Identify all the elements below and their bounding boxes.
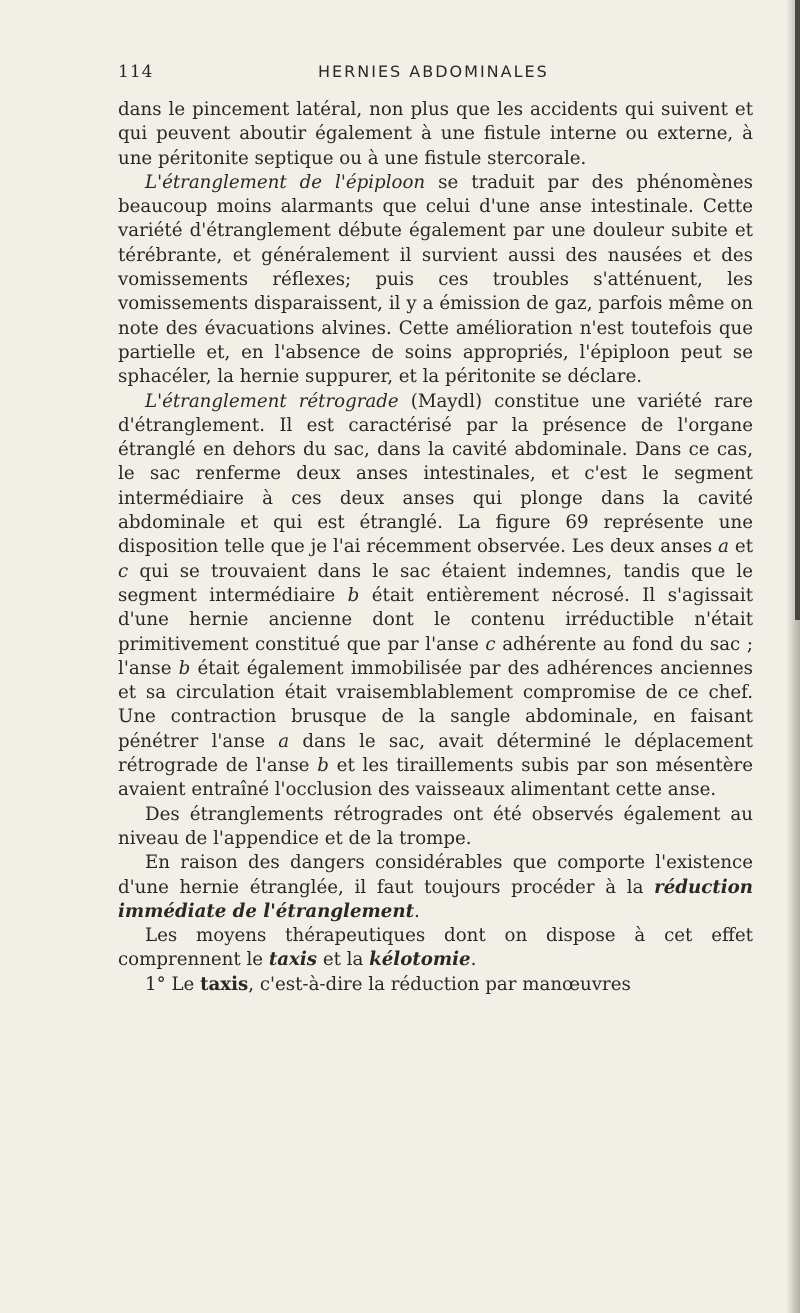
running-title: HERNIES ABDOMINALES [318,62,549,81]
paragraph-2 [118,171,753,390]
paragraph-3 [118,390,753,803]
paragraph-5-end: . [413,900,420,922]
paragraph-6-mid: et la [317,949,370,971]
paragraph-7-number: 1° [145,973,166,995]
letter-b: b [317,755,329,777]
term-epiploon: L'étranglement de l'épiploon [145,171,426,193]
paragraph-6-end: . [470,949,477,971]
page-number: 114 [118,62,154,82]
paragraph-3-text-4: était entièrement nécrosé. Il s'agissait d'une hernie ancienne dont le contenu irréductible n'était primitivement constitué que par l'anse [118,584,753,655]
letter-a: a [278,730,290,752]
paragraph-3-text-7: dans le sac, avait déterminé le déplacement rétrograde de l'anse [118,730,753,777]
paragraph-1: dans le pincement latéral, non plus que les accidents qui suivent et qui peuvent aboutir également à une fistule interne ou externe, à une péritonite septique ou à une fistule stercorale. [118,99,753,169]
paragraph-7-text: , c'est-à-dire la réduction par manœuvres [248,973,631,995]
paragraph-3-text-2: et [729,536,754,558]
paragraph-6 [118,924,753,973]
letter-b: b [178,657,191,679]
paragraph-3-text-5: adhérente au fond du sac ; l'anse [118,633,753,679]
letter-c: c [118,560,129,582]
term-taxis: taxis [268,949,318,971]
page-edge [795,0,800,620]
paragraph-3-text-8: et les tiraillements subis par son mésentère avaient entraîné l'occlusion des vaisseaux alimentant cette anse. [118,755,753,801]
paragraph-6-text: Les moyens thérapeutiques dont on dispose à cet effet comprennent le [118,925,753,971]
body-text [118,98,753,997]
paragraph-3-text-1: (Maydl) constitue une variété rare d'étranglement. Il est caractérisé par la présence de l'organe étranglé en dehors du sac, dans la cavité abdominale. Dans ce cas, le sac renferme deux anses intestinales, et c'est le segment intermédiaire à ces deux anses qui plonge dans la cavité abdominale et qui est étranglé. La figure 69 représente une disposition telle que je l'ai récemment observée. Les deux anses [118,390,753,558]
term-kelotomie: kélotomie [369,949,471,971]
letter-c: c [485,633,496,655]
paragraph-5-text: En raison des dangers considérables que comporte l'existence d'une hernie étranglée, il faut toujours procéder à la [118,852,753,898]
paragraph-2-text: se traduit par des phénomènes beaucoup moins alarmants que celui d'une anse intestinale. Cette variété d'étranglement débute également par une douleur subite et térébrante, et généralement il survient aussi des nausées et des vomissements réflexes; puis ces troubles s'atténuent, les vomissements disparaissent, il y a émission de gaz, parfois même on note des évacuations alvines. Cette amélioration n'est toutefois que partielle et, en l'absence de soins appropriés, l'épiploon peut se sphacéler, la hernie suppurer, et la péritonite se déclare. [118,171,753,388]
paragraph-3-text-3: qui se trouvaient dans le sac étaient indemnes, tandis que le segment intermédiaire [118,560,753,606]
paragraph-5 [118,851,753,924]
paragraph-3-text-6: était également immobilisée par des adhérences anciennes et sa circulation était vraisemblablement compromise de ce chef. Une contraction brusque de la sangle abdominale, en faisant pénétrer l'anse [118,657,753,752]
term-retrograde: L'étranglement rétrograde [145,390,399,412]
letter-b: b [347,584,360,606]
paragraph-7 [118,973,753,997]
paragraph-7-lead: Le [165,973,201,995]
letter-a: a [718,536,730,558]
term-taxis-heading: taxis [200,973,249,995]
term-reduction: réduction immédiate de l'étranglement [118,876,753,922]
page-header [118,62,753,88]
paragraph-4: Des étranglements rétrogrades ont été observés également au niveau de l'appendice et de la trompe. [118,803,753,849]
